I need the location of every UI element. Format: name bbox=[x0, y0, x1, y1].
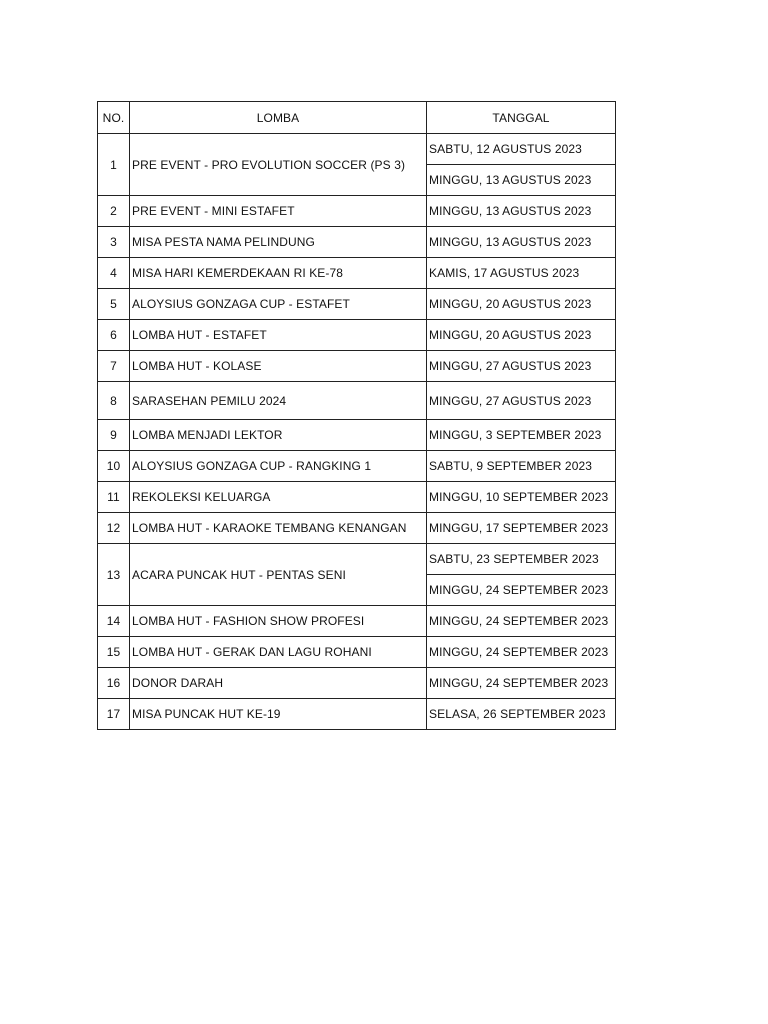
event-date-cell: MINGGU, 24 SEPTEMBER 2023 bbox=[427, 575, 616, 606]
row-number-cell: 10 bbox=[98, 451, 130, 482]
event-date-cell: MINGGU, 13 AGUSTUS 2023 bbox=[427, 165, 616, 196]
event-name-cell: REKOLEKSI KELUARGA bbox=[130, 482, 427, 513]
event-name-cell: ALOYSIUS GONZAGA CUP - ESTAFET bbox=[130, 289, 427, 320]
row-number-cell: 16 bbox=[98, 668, 130, 699]
row-number-cell: 11 bbox=[98, 482, 130, 513]
table-body bbox=[98, 134, 616, 730]
event-name-cell: ALOYSIUS GONZAGA CUP - RANGKING 1 bbox=[130, 451, 427, 482]
event-date-cell: SABTU, 12 AGUSTUS 2023 bbox=[427, 134, 616, 165]
table-row bbox=[98, 227, 616, 258]
event-name-cell: ACARA PUNCAK HUT - PENTAS SENI bbox=[130, 544, 427, 606]
event-date-cell: MINGGU, 13 AGUSTUS 2023 bbox=[427, 196, 616, 227]
row-number-cell: 14 bbox=[98, 606, 130, 637]
event-date-cell: MINGGU, 24 SEPTEMBER 2023 bbox=[427, 606, 616, 637]
event-name-cell: MISA PUNCAK HUT KE-19 bbox=[130, 699, 427, 730]
event-date-cell: SABTU, 23 SEPTEMBER 2023 bbox=[427, 544, 616, 575]
event-date-cell: MINGGU, 3 SEPTEMBER 2023 bbox=[427, 420, 616, 451]
event-date-cell: MINGGU, 24 SEPTEMBER 2023 bbox=[427, 668, 616, 699]
event-date-cell: SABTU, 9 SEPTEMBER 2023 bbox=[427, 451, 616, 482]
event-name-cell: LOMBA HUT - KOLASE bbox=[130, 351, 427, 382]
event-name-cell: LOMBA HUT - GERAK DAN LAGU ROHANI bbox=[130, 637, 427, 668]
event-date-cell: MINGGU, 27 AGUSTUS 2023 bbox=[427, 382, 616, 420]
event-date-cell: SELASA, 26 SEPTEMBER 2023 bbox=[427, 699, 616, 730]
event-name-cell: LOMBA HUT - ESTAFET bbox=[130, 320, 427, 351]
table-row bbox=[98, 258, 616, 289]
event-schedule-table bbox=[97, 101, 616, 730]
row-number-cell: 3 bbox=[98, 227, 130, 258]
table-header-row bbox=[98, 102, 616, 134]
row-number-cell: 8 bbox=[98, 382, 130, 420]
table-row bbox=[98, 382, 616, 420]
row-number-cell: 1 bbox=[98, 134, 130, 196]
event-name-cell: DONOR DARAH bbox=[130, 668, 427, 699]
table-row bbox=[98, 482, 616, 513]
table-row bbox=[98, 451, 616, 482]
header-no: NO. bbox=[98, 102, 130, 134]
event-date-cell: MINGGU, 10 SEPTEMBER 2023 bbox=[427, 482, 616, 513]
row-number-cell: 13 bbox=[98, 544, 130, 606]
event-date-cell: MINGGU, 20 AGUSTUS 2023 bbox=[427, 320, 616, 351]
event-name-cell: LOMBA HUT - FASHION SHOW PROFESI bbox=[130, 606, 427, 637]
event-name-cell: SARASEHAN PEMILU 2024 bbox=[130, 382, 427, 420]
row-number-cell: 9 bbox=[98, 420, 130, 451]
event-date-cell: MINGGU, 17 SEPTEMBER 2023 bbox=[427, 513, 616, 544]
row-number-cell: 2 bbox=[98, 196, 130, 227]
header-tanggal: TANGGAL bbox=[427, 102, 616, 134]
event-date-cell: MINGGU, 27 AGUSTUS 2023 bbox=[427, 351, 616, 382]
table-row bbox=[98, 320, 616, 351]
row-number-cell: 17 bbox=[98, 699, 130, 730]
table-row bbox=[98, 637, 616, 668]
event-name-cell: LOMBA HUT - KARAOKE TEMBANG KENANGAN bbox=[130, 513, 427, 544]
row-number-cell: 6 bbox=[98, 320, 130, 351]
event-name-cell: PRE EVENT - PRO EVOLUTION SOCCER (PS 3) bbox=[130, 134, 427, 196]
table-row bbox=[98, 134, 616, 165]
table-row bbox=[98, 699, 616, 730]
table-row bbox=[98, 420, 616, 451]
table-row bbox=[98, 544, 616, 575]
row-number-cell: 4 bbox=[98, 258, 130, 289]
event-date-cell: MINGGU, 13 AGUSTUS 2023 bbox=[427, 227, 616, 258]
document-page bbox=[97, 101, 616, 730]
table-row bbox=[98, 513, 616, 544]
event-name-cell: MISA PESTA NAMA PELINDUNG bbox=[130, 227, 427, 258]
row-number-cell: 12 bbox=[98, 513, 130, 544]
event-name-cell: LOMBA MENJADI LEKTOR bbox=[130, 420, 427, 451]
table-row bbox=[98, 668, 616, 699]
table-row bbox=[98, 351, 616, 382]
event-date-cell: KAMIS, 17 AGUSTUS 2023 bbox=[427, 258, 616, 289]
row-number-cell: 15 bbox=[98, 637, 130, 668]
event-date-cell: MINGGU, 20 AGUSTUS 2023 bbox=[427, 289, 616, 320]
event-name-cell: MISA HARI KEMERDEKAAN RI KE-78 bbox=[130, 258, 427, 289]
table-row bbox=[98, 606, 616, 637]
header-lomba: LOMBA bbox=[130, 102, 427, 134]
row-number-cell: 5 bbox=[98, 289, 130, 320]
event-name-cell: PRE EVENT - MINI ESTAFET bbox=[130, 196, 427, 227]
event-date-cell: MINGGU, 24 SEPTEMBER 2023 bbox=[427, 637, 616, 668]
row-number-cell: 7 bbox=[98, 351, 130, 382]
table-row bbox=[98, 289, 616, 320]
table-row bbox=[98, 196, 616, 227]
